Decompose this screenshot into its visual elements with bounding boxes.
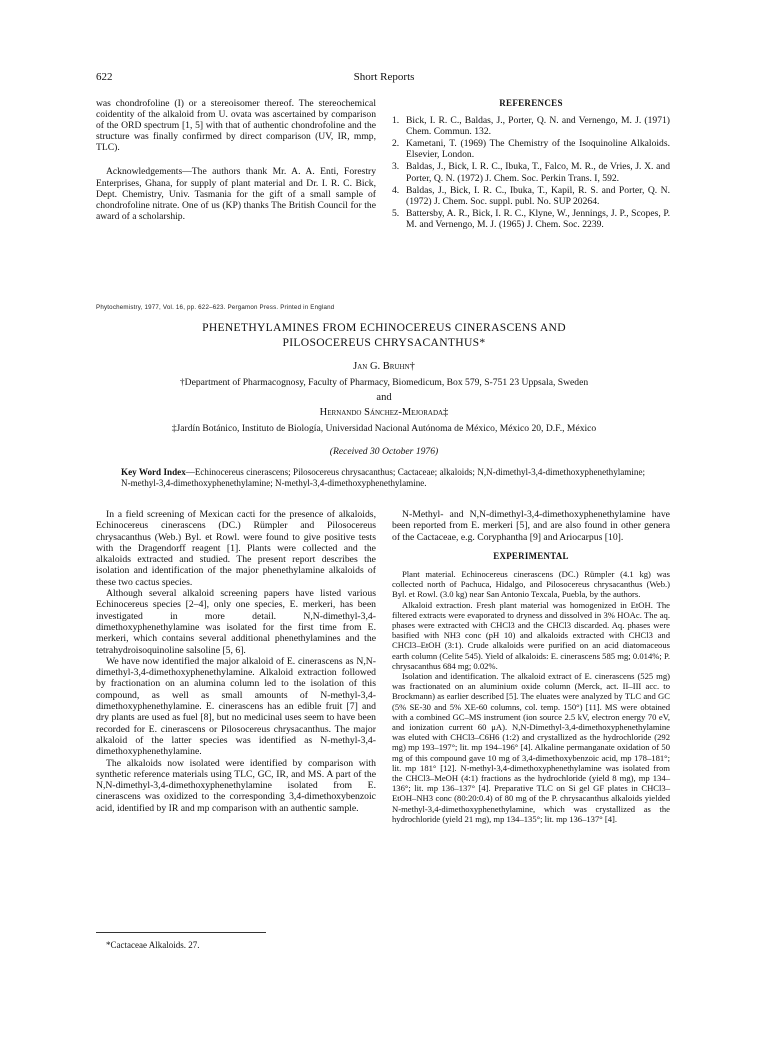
experimental-heading: EXPERIMENTAL xyxy=(493,550,569,561)
continuation-paragraph: was chondrofoline (I) or a stereoisomer thereof. The stereochemical coidentity of the alkaloid from U. ovata was ascertained by comparison of the ORD spectrum [1, 5] with that of authentic chondrofoline and the structure was finally confirmed by direct comparison (UV, IR, mmp, TLC). xyxy=(96,98,376,154)
body-paragraph-2: Although several alkaloid screening papers have listed various Echinocereus species [2–4], only one species, E. merkeri, has been investigated in more detail. N,N-dimethyl-3,4-dimethoxyphenethylamine was isolated for the first time from E. merkeri, which contains several additional phenethylamines and the tetrahydroisoquinoline salsoline [5, 6]. xyxy=(96,588,376,656)
body-paragraph-4: The alkaloids now isolated were identified by comparison with synthetic reference materials using TLC, GC, IR, and MS. A part of the N,N-dimethyl-3,4-dimethoxyphenethylamine isolated from E. cinerascens was oxidized to the corresponding 3,4-dimethoxybenzoic acid, identified by IR and mp comparison with an authentic sample. xyxy=(96,757,376,814)
reference-number: 4. xyxy=(392,184,400,196)
reference-item xyxy=(392,161,670,183)
and-separator: and xyxy=(376,392,392,403)
body-right-intro: N-Methyl- and N,N-dimethyl-3,4-dimethoxyphenethylamine have been reported from E. merkeri [5], and are also found in other genera of the Cactaceae, e.g. Coryphantha [9] and Ariocarpus [10]. xyxy=(392,509,670,543)
experimental-paragraph-2: Alkaloid extraction. Fresh plant material was homogenized in EtOH. The filtered extracts were evaporated to dryness and dissolved in 3% HOAc. The aq. phases were extracted with CHCl3 and the CHCl3 discarded. Aq. phases were basified with NH3 conc (pH 10) and alkaloids extracted with CHCl3 and CHCl3–EtOH (3:1). Crude alkaloids were purified on an acid diatomaceous earth column (Celite 545). Yield of alkaloids: E. cinerascens 585 mg; 0.014%; P. chrysacanthus 684 mg; 0.02%. xyxy=(392,599,670,671)
body-paragraph-1: In a field screening of Mexican cacti for the presence of alkaloids, Echinocereus cinerascens (DC.) Rümpler and Pilosocereus chrysacanthus (Web.) Byl. et Rowl. were found to give positive tests with the Dragendorff reagent [1]. Plants were collected and the alkaloids extracted and studied. The present report describes the isolation and identification of the major phenethylamine alkaloids of these two cactus species. xyxy=(96,509,376,588)
reference-item xyxy=(392,208,670,230)
reference-number: 5. xyxy=(392,207,400,219)
keyword-list: —Echinocereus cinerascens; Pilosocereus chrysacanthus; Cactaceae; alkaloids; N,N-dimethyl-3,4-dimethoxyphenethylamine; N-methyl-3,4-dimethoxyphenethylamine; N-methyl-3,4-dimethoxyphenethylamine. xyxy=(121,467,646,488)
references-heading: REFERENCES xyxy=(499,98,563,108)
section-title: Short Reports xyxy=(353,71,415,83)
reference-text: Baldas, J., Bick, I. R. C., Ibuka, T., Falco, M. R., de Vries, J. X. and Porter, Q. N. (1972) J. Chem. Soc. Perkin Trans. I, 592. xyxy=(406,161,670,184)
body-left-column xyxy=(96,509,376,814)
acknowledgements: Acknowledgements—The authors thank Mr. A. A. Enti, Forestry Enterprises, Ghana, for supply of plant material and Dr. I. R. C. Bick, Dept. Chemistry, Univ. Tasmania for the gift of a small sample of chondrofoline nitrate. One of us (KP) thanks The British Council for the award of a scholarship. xyxy=(96,166,376,222)
reference-number: 3. xyxy=(392,161,400,173)
experimental-paragraph-1: Plant material. Echinocereus cinerascens (DC.) Rümpler (4.1 kg) was collected north of Pachuca, Hidalgo, and Pilosocereus chrysacanthus (Web.) Byl. et Rowl. (3.0 kg) near San Antonio Texcala, Puebla, by the authors. xyxy=(392,568,670,600)
reference-number: 2. xyxy=(392,138,400,150)
author-1: Jan G. Bruhn† xyxy=(353,361,415,372)
affiliation-1: †Department of Pharmacognosy, Faculty of Pharmacy, Biomedicum, Box 579, S-751 23 Uppsala, Sweden xyxy=(179,377,589,388)
footnote-rule xyxy=(96,932,266,933)
article-title-line-2: PILOSOCEREUS CHRYSACANTHUS* xyxy=(282,335,486,349)
received-date: (Received 30 October 1976) xyxy=(329,446,439,457)
reference-item xyxy=(392,185,670,207)
references-section xyxy=(392,98,670,231)
reference-item xyxy=(392,138,670,160)
page-number: 622 xyxy=(96,71,113,83)
article-title-line-1: PHENETHYLAMINES FROM ECHINOCEREUS CINERASCENS AND xyxy=(202,321,566,334)
reference-list xyxy=(392,115,670,230)
experimental-paragraph-3: Isolation and identification. The alkaloid extract of E. cinerascens (525 mg) was fractionated on an aluminium oxide column (Merck, act. II–III acc. to Brockmann) as earlier described [5]. The eluates were analyzed by TLC and GC (5% SE-30 and 5% XE-60 columns, col. temp. 150°) [11]. MS were obtained with a combined GC–MS instrument (ion source 2.5 kV, electron energy 70 eV, and ionization current 60 μA). N,N-Dimethyl-3,4-dimethoxyphenethylamine was eluted with CHCl3–C6H6 (1:2) and crystallized as the hydrochloride (292 mg) mp 193–197°; lit. mp 194–196° [4]. Alkaline permanganate oxidation of 50 mg of this compound gave 10 mg of 3,4-dimethoxybenzoic acid, mp 178–181°; lit. mp 181° [12]. N-methyl-3,4-dimethoxyphenethylamine was isolated from the CHCl3–MeOH (4:1) fractions as the hydrochloride (yield 8 mg), mp 134–136°; lit. mp 136–137° [4]. Preparative TLC on Si gel GF plates in CHCl3–EtOH–NH3 conc (80:20:0.4) of 80 mg of the P. chrysacanthus alkaloids yielded N-methyl-3,4-dimethoxyphenethylamine, which was crystallized as the hydrochloride (yield 21 mg), mp 134–135°; lit. mp 136–137° [4]. xyxy=(392,671,670,824)
footnote: *Cactaceae Alkaloids. 27. xyxy=(106,940,200,950)
reference-item xyxy=(392,115,670,137)
author-2: Hernando Sánchez-Mejorada‡ xyxy=(319,407,449,418)
reference-text: Bick, I. R. C., Baldas, J., Porter, Q. N. and Vernengo, M. J. (1971) Chem. Commun. 132. xyxy=(406,115,670,138)
reference-text: Battersby, A. R., Bick, I. R. C., Klyne, W., Jennings, J. P., Scopes, P. M. and Vernengo, M. J. (1965) J. Chem. Soc. 2239. xyxy=(406,207,670,230)
reference-number: 1. xyxy=(392,115,400,127)
body-right-column xyxy=(392,509,670,824)
reference-text: Baldas, J., Bick, I. R. C., Ibuka, T., Kapil, R. S. and Porter, Q. N. (1972) J. Chem. Soc. suppl. publ. No. SUP 20264. xyxy=(406,184,670,207)
previous-article-end xyxy=(96,98,376,222)
keyword-index xyxy=(121,467,645,489)
journal-citation-line: Phytochemistry, 1977, Vol. 16, pp. 622–623. Pergamon Press. Printed in England xyxy=(96,304,335,311)
reference-text: Kametani, T. (1969) The Chemistry of the Isoquinoline Alkaloids. Elsevier, London. xyxy=(406,138,670,161)
body-paragraph-3: We have now identified the major alkaloid of E. cinerascens as N,N-dimethyl-3,4-dimethoxyphenethylamine. Alkaloid extraction followed by fractionation on an alumina column led to the isolation of this compound, as well as small amounts of N-methyl-3,4-dimethoxyphenethylamine. E. cinerascens has an edible fruit [7] and dry plants are used as fuel [8], but no medicinal uses seem to have been recorded for E. cinerascens or Pilosocereus chrysacanthus. The major alkaloid of the latter species was identified as N-methyl-3,4-dimethoxyphenethylamine. xyxy=(96,655,376,758)
keyword-index-label: Key Word Index xyxy=(121,467,186,477)
article-title xyxy=(96,321,672,350)
affiliation-2: ‡Jardín Botánico, Instituto de Biología, Universidad Nacional Autónoma de México, México 20, D.F., México xyxy=(171,423,597,434)
